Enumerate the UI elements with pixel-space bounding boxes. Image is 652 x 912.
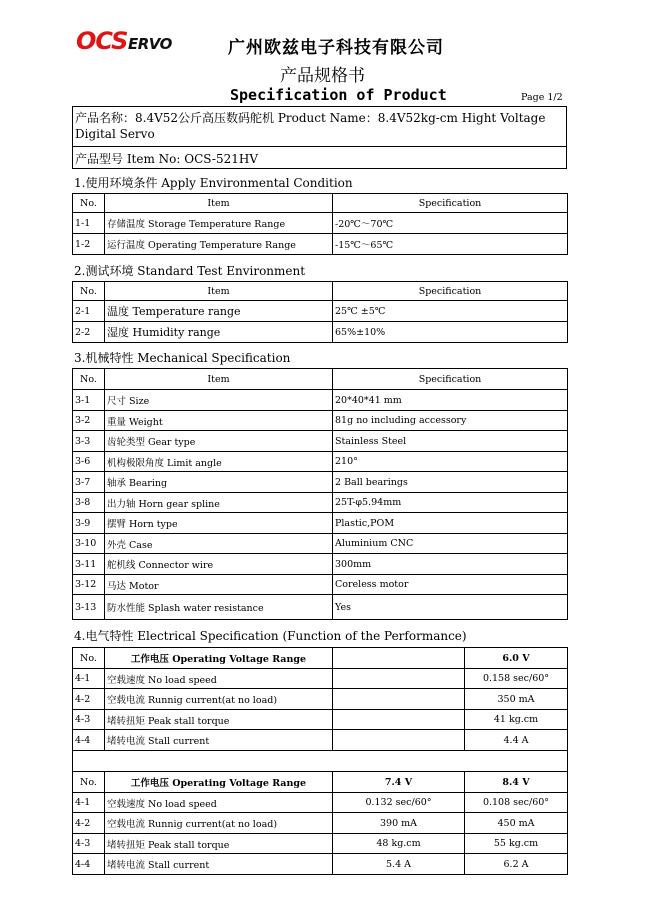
- cell-spec: 65%±10%: [333, 322, 568, 343]
- svg-text:OCS: OCS: [76, 28, 128, 54]
- cell-value-7-4v: 390 mA: [333, 813, 465, 834]
- header-no: No.: [73, 648, 105, 669]
- table-row: [73, 322, 568, 343]
- cell-value: 4.4 A: [465, 730, 568, 751]
- cell-no: 3-11: [73, 554, 105, 575]
- cell-no: 3-8: [73, 493, 105, 513]
- table-row: [73, 575, 568, 595]
- cell-empty: [333, 669, 465, 689]
- table-row: [73, 472, 568, 493]
- section-1-table: [72, 193, 568, 255]
- cell-item: 重量 Weight: [105, 411, 333, 431]
- cell-value: 0.158 sec/60°: [465, 669, 568, 689]
- cell-value-8-4v: 6.2 A: [465, 854, 568, 875]
- cell-item: 空载速度 No load speed: [105, 669, 333, 689]
- cell-item: 轴承 Bearing: [105, 472, 333, 493]
- cell-no: 4-3: [73, 710, 105, 730]
- cell-no: 2-2: [73, 322, 105, 343]
- table-row: [73, 834, 568, 854]
- cell-value-8-4v: 55 kg.cm: [465, 834, 568, 854]
- table-row: [73, 301, 568, 322]
- header-voltage-range: 工作电压 Operating Voltage Range: [105, 648, 333, 669]
- table-row: [73, 493, 568, 513]
- section-3-title: 3.机械特性 Mechanical Specification: [74, 351, 291, 365]
- cell-item: 温度 Temperature range: [105, 301, 333, 322]
- cell-item: 出力轴 Horn gear spline: [105, 493, 333, 513]
- cell-no: 3-10: [73, 534, 105, 554]
- header-no: No.: [73, 369, 105, 390]
- table-row: [73, 730, 568, 751]
- header-item: Item: [105, 282, 333, 301]
- table-header-row: [73, 772, 568, 793]
- cell-value-7-4v: 48 kg.cm: [333, 834, 465, 854]
- cell-spec: Plastic,POM: [333, 513, 568, 534]
- table-row: [73, 234, 568, 255]
- section-1-title: 1.使用环境条件 Apply Environmental Condition: [74, 176, 353, 190]
- spacer-cell: [73, 751, 568, 772]
- section-2-title: 2.测试环境 Standard Test Environment: [74, 264, 306, 278]
- cell-no: 3-12: [73, 575, 105, 595]
- cell-value: 350 mA: [465, 689, 568, 710]
- cell-spec: 81g no including accessory: [333, 411, 568, 431]
- spec-title: Specification of Product: [230, 86, 447, 104]
- table-row: [73, 854, 568, 875]
- cell-item: 机构极限角度 Limit angle: [105, 452, 333, 472]
- cell-spec: 20*40*41 mm: [333, 390, 568, 411]
- cell-item: 齿轮类型 Gear type: [105, 431, 333, 452]
- product-model-row: [73, 146, 566, 169]
- cell-spec: 300mm: [333, 554, 568, 575]
- product-name: 产品名称：8.4V52公斤高压数码舵机 Product Name：8.4V52kg-cm Hight Voltage Digital Servo: [75, 111, 546, 141]
- table-row: [73, 513, 568, 534]
- cell-item: 空载电流 Runnig current(at no load): [105, 813, 333, 834]
- product-model: 产品型号 Item No: OCS-521HV: [75, 152, 259, 166]
- header-voltage-7-4v: 7.4 V: [333, 772, 465, 793]
- table-row: [73, 689, 568, 710]
- table-header-row: [73, 648, 568, 669]
- cell-no: 4-1: [73, 793, 105, 813]
- cell-spec: Coreless motor: [333, 575, 568, 595]
- cell-item: 运行温度 Operating Temperature Range: [105, 234, 333, 255]
- cell-item: 摆臂 Horn type: [105, 513, 333, 534]
- cell-item: 堵转电流 Stall current: [105, 730, 333, 751]
- cell-spec: 25T-φ5.94mm: [333, 493, 568, 513]
- table-row: [73, 431, 568, 452]
- cell-item: 空载电流 Runnig current(at no load): [105, 689, 333, 710]
- header-voltage-empty: [333, 648, 465, 669]
- header-spec: Specification: [333, 194, 568, 213]
- cell-empty: [333, 730, 465, 751]
- cell-no: 1-2: [73, 234, 105, 255]
- cell-no: 3-2: [73, 411, 105, 431]
- cell-spec: Yes: [333, 595, 568, 620]
- table-row: [73, 793, 568, 813]
- cell-no: 1-1: [73, 213, 105, 234]
- header-no: No.: [73, 772, 105, 793]
- table-header-row: [73, 369, 568, 390]
- cell-no: 4-3: [73, 834, 105, 854]
- cell-value-8-4v: 450 mA: [465, 813, 568, 834]
- cell-no: 4-2: [73, 813, 105, 834]
- header-spec: Specification: [333, 282, 568, 301]
- cell-no: 3-1: [73, 390, 105, 411]
- cell-no: 3-6: [73, 452, 105, 472]
- header-item: Item: [105, 369, 333, 390]
- cell-item: 空载速度 No load speed: [105, 793, 333, 813]
- cell-spec: 210°: [333, 452, 568, 472]
- section-3-table: [72, 368, 568, 620]
- header-item: Item: [105, 194, 333, 213]
- cell-no: 3-9: [73, 513, 105, 534]
- ocservo-logo: [76, 28, 180, 54]
- cell-item: 堵转扭矩 Peak stall torque: [105, 834, 333, 854]
- table-row: [73, 390, 568, 411]
- table-row: [73, 452, 568, 472]
- cell-spec: Aluminium CNC: [333, 534, 568, 554]
- company-name: 广州欧兹电子科技有限公司: [228, 38, 444, 58]
- cell-item: 湿度 Humidity range: [105, 322, 333, 343]
- cell-value-7-4v: 0.132 sec/60°: [333, 793, 465, 813]
- cell-no: 4-4: [73, 854, 105, 875]
- cell-no: 3-3: [73, 431, 105, 452]
- header-voltage-range: 工作电压 Operating Voltage Range: [105, 772, 333, 793]
- header-no: No.: [73, 194, 105, 213]
- table-row: [73, 813, 568, 834]
- cell-no: 4-1: [73, 669, 105, 689]
- header-spec: Specification: [333, 369, 568, 390]
- cell-item: 外壳 Case: [105, 534, 333, 554]
- header-voltage-8-4v: 8.4 V: [465, 772, 568, 793]
- cell-no: 2-1: [73, 301, 105, 322]
- table-row: [73, 554, 568, 575]
- spacer-row: [73, 751, 568, 772]
- cell-spec: 25℃ ±5℃: [333, 301, 568, 322]
- cell-empty: [333, 710, 465, 730]
- table-row: [73, 595, 568, 620]
- cell-item: 尺寸 Size: [105, 390, 333, 411]
- table-row: [73, 669, 568, 689]
- table-row: [73, 534, 568, 554]
- cell-value: 41 kg.cm: [465, 710, 568, 730]
- cell-item: 马达 Motor: [105, 575, 333, 595]
- table-header-row: [73, 282, 568, 301]
- cell-no: 4-2: [73, 689, 105, 710]
- table-header-row: [73, 194, 568, 213]
- svg-text:ERVO: ERVO: [128, 35, 172, 53]
- cell-spec: -15℃～65℃: [333, 234, 568, 255]
- cell-item: 舵机线 Connector wire: [105, 554, 333, 575]
- cell-empty: [333, 689, 465, 710]
- cell-item: 存储温度 Storage Temperature Range: [105, 213, 333, 234]
- cell-no: 3-7: [73, 472, 105, 493]
- cell-spec: Stainless Steel: [333, 431, 568, 452]
- cell-item: 防水性能 Splash water resistance: [105, 595, 333, 620]
- page-number: Page 1/2: [521, 92, 563, 103]
- cell-item: 堵转扭矩 Peak stall torque: [105, 710, 333, 730]
- table-row: [73, 710, 568, 730]
- section-2-table: [72, 281, 568, 343]
- cell-no: 4-4: [73, 730, 105, 751]
- header-voltage-6v: 6.0 V: [465, 648, 568, 669]
- cell-item: 堵转电流 Stall current: [105, 854, 333, 875]
- cell-value-8-4v: 0.108 sec/60°: [465, 793, 568, 813]
- cell-spec: 2 Ball bearings: [333, 472, 568, 493]
- cell-no: 3-13: [73, 595, 105, 620]
- table-row: [73, 411, 568, 431]
- section-4-title: 4.电气特性 Electrical Specification (Function of the Performance): [74, 629, 467, 643]
- table-row: [73, 213, 568, 234]
- product-info-box: [72, 106, 567, 169]
- cell-spec: -20℃～70℃: [333, 213, 568, 234]
- document-title: 产品规格书: [280, 66, 365, 86]
- header-no: No.: [73, 282, 105, 301]
- section-4-table: [72, 647, 568, 875]
- cell-value-7-4v: 5.4 A: [333, 854, 465, 875]
